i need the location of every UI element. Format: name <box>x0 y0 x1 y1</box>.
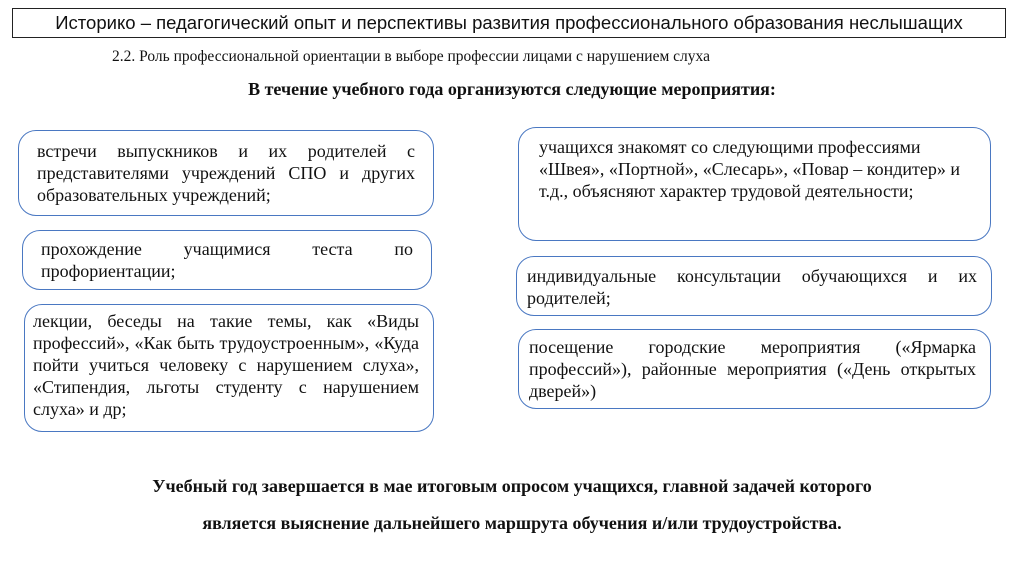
event-item-city-events: посещение городские мероприятия («Ярмарка профессий»), районные мероприятия («День открытых дверей») <box>518 329 991 409</box>
section-subtitle: 2.2. Роль профессиональной ориентации в выборе профессии лицами с нарушением слуха <box>112 48 710 65</box>
event-item-professions-intro: учащихся знакомят со следующими профессиями «Швея», «Портной», «Слесарь», «Повар – кондитер» и т.д., объясняют характер трудовой деятельности; <box>518 127 991 241</box>
event-item-lectures: лекции, беседы на такие темы, как «Виды профессий», «Как быть трудоустроенным», «Куда пойти учиться человеку с нарушением слуха», «Стипендия, льготы студенту с нарушением слуха» и др; <box>24 304 434 432</box>
slide-title: Историко – педагогический опыт и перспективы развития профессионального образования неслышащих <box>12 8 1006 38</box>
events-heading: В течение учебного года организуются следующие мероприятия: <box>248 79 776 99</box>
closing-text-line-2: является выяснение дальнейшего маршрута обучения и/или трудоустройства. <box>202 513 842 533</box>
event-item-career-test: прохождение учащимися теста по профориентации; <box>22 230 432 290</box>
event-item-graduate-meetings: встречи выпускников и их родителей с представителями учреждений СПО и других образовательных учреждений; <box>18 130 434 216</box>
closing-text-line-1: Учебный год завершается в мае итоговым опросом учащихся, главной задачей которого <box>152 476 872 496</box>
event-item-individual-consultations: индивидуальные консультации обучающихся и их родителей; <box>516 256 992 316</box>
